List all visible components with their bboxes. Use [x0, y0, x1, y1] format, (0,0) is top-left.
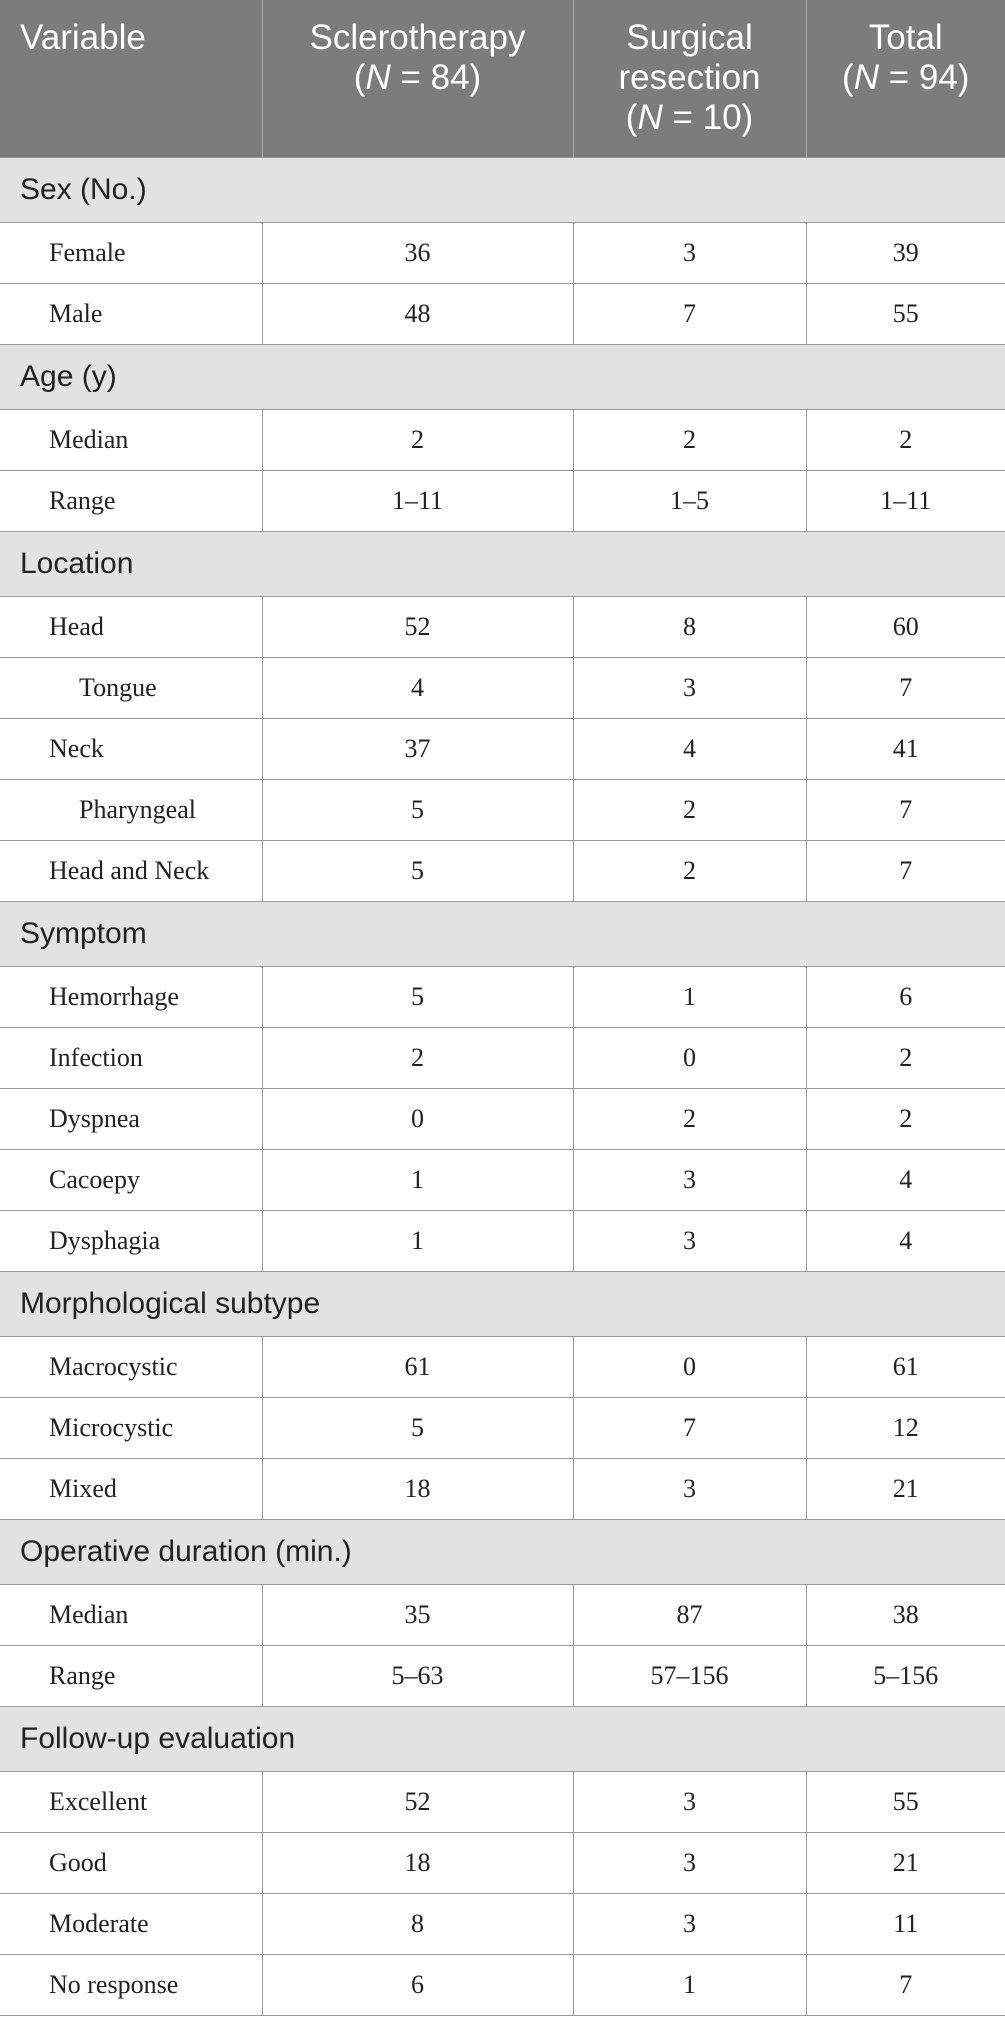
section-header-row [0, 157, 1005, 222]
section-title: Follow-up evaluation [0, 1706, 1005, 1771]
header-total-n: 94 [918, 58, 958, 97]
table-row [0, 718, 1005, 779]
cell-surgical-resection: 3 [573, 1149, 806, 1210]
row-label: Microcystic [0, 1397, 262, 1458]
cell-sclerotherapy: 18 [262, 1832, 573, 1893]
row-label: Median [0, 409, 262, 470]
cell-total: 12 [806, 1397, 1005, 1458]
table-row [0, 1954, 1005, 2015]
row-label: Infection [0, 1027, 262, 1088]
header-total-label: Total [868, 18, 943, 57]
cell-sclerotherapy: 5 [262, 966, 573, 1027]
cell-sclerotherapy: 1 [262, 1149, 573, 1210]
cell-surgical-resection: 2 [573, 840, 806, 901]
cell-total: 60 [806, 596, 1005, 657]
table-row [0, 966, 1005, 1027]
cell-total: 21 [806, 1832, 1005, 1893]
cell-sclerotherapy: 18 [262, 1458, 573, 1519]
section-header-row [0, 1271, 1005, 1336]
row-label: Tongue [0, 657, 262, 718]
table-row [0, 1397, 1005, 1458]
cell-total: 7 [806, 840, 1005, 901]
table-row [0, 470, 1005, 531]
cell-total: 7 [806, 1954, 1005, 2015]
cell-surgical-resection: 8 [573, 596, 806, 657]
table-row [0, 1210, 1005, 1271]
cell-sclerotherapy: 0 [262, 1088, 573, 1149]
cell-total: 6 [806, 966, 1005, 1027]
cell-total: 7 [806, 779, 1005, 840]
cell-surgical-resection: 3 [573, 1210, 806, 1271]
cell-total: 4 [806, 1210, 1005, 1271]
row-label: Dysphagia [0, 1210, 262, 1271]
table-row [0, 1771, 1005, 1832]
section-title: Age (y) [0, 344, 1005, 409]
cell-total: 39 [806, 222, 1005, 283]
cell-surgical-resection: 1–5 [573, 470, 806, 531]
row-label: Hemorrhage [0, 966, 262, 1027]
cell-surgical-resection: 3 [573, 1458, 806, 1519]
cell-surgical-resection: 3 [573, 657, 806, 718]
cell-sclerotherapy: 4 [262, 657, 573, 718]
row-label: Median [0, 1584, 262, 1645]
cell-total: 7 [806, 657, 1005, 718]
header-n-symbol: N [365, 58, 391, 97]
table-row [0, 1149, 1005, 1210]
table-row [0, 1584, 1005, 1645]
header-surgical-n: 10 [702, 98, 742, 137]
row-label: Cacoepy [0, 1149, 262, 1210]
section-title: Operative duration (min.) [0, 1519, 1005, 1584]
cell-sclerotherapy: 1 [262, 1210, 573, 1271]
row-label: Head [0, 596, 262, 657]
cell-sclerotherapy: 8 [262, 1893, 573, 1954]
section-header-row [0, 1706, 1005, 1771]
header-equals: = [878, 58, 919, 97]
cell-sclerotherapy: 37 [262, 718, 573, 779]
header-sclerotherapy: Sclerotherapy (N = 84) [262, 0, 573, 157]
cell-sclerotherapy: 35 [262, 1584, 573, 1645]
table-header [0, 0, 1005, 157]
header-surgical-resection: Surgical resection (N = 10) [573, 0, 806, 157]
cell-sclerotherapy: 5 [262, 779, 573, 840]
cell-surgical-resection: 2 [573, 779, 806, 840]
header-equals: = [390, 58, 431, 97]
cell-sclerotherapy: 52 [262, 1771, 573, 1832]
table-row [0, 1336, 1005, 1397]
table-row [0, 1458, 1005, 1519]
cell-sclerotherapy: 1–11 [262, 470, 573, 531]
header-sclerotherapy-n: 84 [430, 58, 470, 97]
header-surgical-label-1: Surgical [626, 18, 753, 57]
table-row [0, 222, 1005, 283]
header-total: Total (N = 94) [806, 0, 1005, 157]
row-label: Moderate [0, 1893, 262, 1954]
header-row [0, 0, 1005, 157]
table-row [0, 840, 1005, 901]
row-label: Pharyngeal [0, 779, 262, 840]
cell-surgical-resection: 2 [573, 1088, 806, 1149]
cell-surgical-resection: 3 [573, 222, 806, 283]
section-header-row [0, 344, 1005, 409]
row-label: No response [0, 1954, 262, 2015]
cell-total: 2 [806, 409, 1005, 470]
cell-surgical-resection: 7 [573, 283, 806, 344]
cell-total: 5–156 [806, 1645, 1005, 1706]
table-row [0, 657, 1005, 718]
cell-sclerotherapy: 2 [262, 409, 573, 470]
cell-surgical-resection: 57–156 [573, 1645, 806, 1706]
header-surgical-label-2: resection [618, 58, 761, 97]
cell-sclerotherapy: 5–63 [262, 1645, 573, 1706]
cell-total: 11 [806, 1893, 1005, 1954]
cell-surgical-resection: 3 [573, 1893, 806, 1954]
section-title: Symptom [0, 901, 1005, 966]
cell-surgical-resection: 3 [573, 1771, 806, 1832]
row-label: Range [0, 1645, 262, 1706]
cell-total: 1–11 [806, 470, 1005, 531]
cell-surgical-resection: 87 [573, 1584, 806, 1645]
table-row [0, 1088, 1005, 1149]
table-row [0, 1832, 1005, 1893]
cell-sclerotherapy: 5 [262, 840, 573, 901]
header-n-symbol: N [637, 98, 663, 137]
cell-surgical-resection: 2 [573, 409, 806, 470]
row-label: Neck [0, 718, 262, 779]
cell-sclerotherapy: 52 [262, 596, 573, 657]
section-title: Morphological subtype [0, 1271, 1005, 1336]
cell-total: 55 [806, 283, 1005, 344]
header-sclerotherapy-label: Sclerotherapy [309, 18, 526, 57]
row-label: Dyspnea [0, 1088, 262, 1149]
header-variable [0, 0, 262, 157]
cell-surgical-resection: 3 [573, 1832, 806, 1893]
header-equals: = [662, 98, 703, 137]
row-label: Female [0, 222, 262, 283]
row-label: Excellent [0, 1771, 262, 1832]
cell-total: 2 [806, 1088, 1005, 1149]
cell-surgical-resection: 4 [573, 718, 806, 779]
row-label: Good [0, 1832, 262, 1893]
cell-total: 4 [806, 1149, 1005, 1210]
cell-sclerotherapy: 48 [262, 283, 573, 344]
cell-total: 41 [806, 718, 1005, 779]
cell-sclerotherapy: 2 [262, 1027, 573, 1088]
cell-surgical-resection: 1 [573, 1954, 806, 2015]
section-title: Sex (No.) [0, 157, 1005, 222]
cell-sclerotherapy: 36 [262, 222, 573, 283]
row-label: Head and Neck [0, 840, 262, 901]
cell-total: 38 [806, 1584, 1005, 1645]
header-n-symbol: N [853, 58, 879, 97]
table-row [0, 1027, 1005, 1088]
section-header-row [0, 901, 1005, 966]
cell-total: 21 [806, 1458, 1005, 1519]
row-label: Mixed [0, 1458, 262, 1519]
section-title: Location [0, 531, 1005, 596]
table-row [0, 779, 1005, 840]
cell-total: 2 [806, 1027, 1005, 1088]
table-row [0, 1893, 1005, 1954]
table-row [0, 596, 1005, 657]
cell-surgical-resection: 0 [573, 1336, 806, 1397]
cell-surgical-resection: 0 [573, 1027, 806, 1088]
cell-sclerotherapy: 6 [262, 1954, 573, 2015]
cell-sclerotherapy: 5 [262, 1397, 573, 1458]
cell-surgical-resection: 1 [573, 966, 806, 1027]
row-label: Male [0, 283, 262, 344]
cell-sclerotherapy: 61 [262, 1336, 573, 1397]
row-label: Macrocystic [0, 1336, 262, 1397]
cell-total: 55 [806, 1771, 1005, 1832]
header-variable-label: Variable [20, 18, 146, 57]
table-row [0, 409, 1005, 470]
section-header-row [0, 531, 1005, 596]
row-label: Range [0, 470, 262, 531]
table-row [0, 1645, 1005, 1706]
cell-total: 61 [806, 1336, 1005, 1397]
cell-surgical-resection: 7 [573, 1397, 806, 1458]
table-row [0, 283, 1005, 344]
section-header-row [0, 1519, 1005, 1584]
table-body [0, 157, 1005, 2015]
